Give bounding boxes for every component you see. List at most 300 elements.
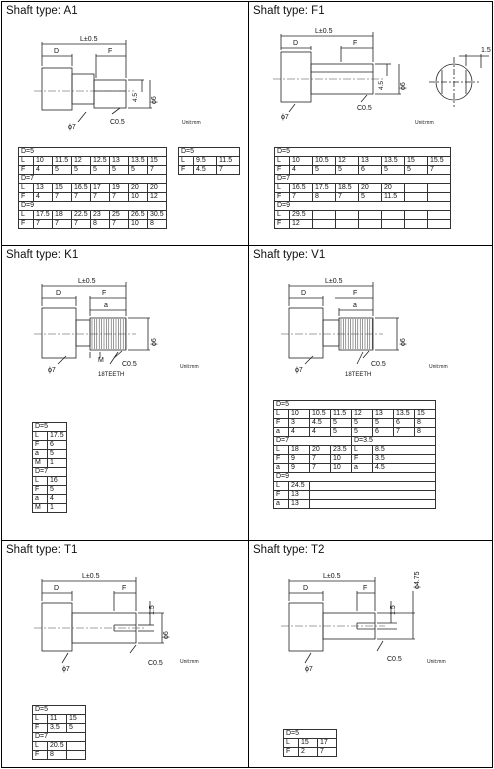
table-cell: 20 xyxy=(359,184,382,193)
row-label: F xyxy=(275,166,290,175)
table-cell: 5 xyxy=(110,166,129,175)
table-cell: 13 xyxy=(110,157,129,166)
row-label: L xyxy=(179,157,194,166)
table-cell: 7 xyxy=(34,220,53,229)
table-cell: 10 xyxy=(331,464,352,473)
table-row xyxy=(19,220,167,229)
dim-slot: 1.5 xyxy=(149,605,156,615)
table-cell: 5 xyxy=(72,166,91,175)
table-cell: 17.5 xyxy=(48,432,67,441)
row-label: F xyxy=(33,486,48,495)
table-cell xyxy=(67,742,86,751)
table-cell: 17 xyxy=(91,184,110,193)
table-cell: 5 xyxy=(359,193,382,202)
table-row xyxy=(274,455,436,464)
table-cell xyxy=(428,211,451,220)
row-label: a xyxy=(33,495,48,504)
dim-l: L±0.5 xyxy=(315,28,333,35)
dim-l: L±0.5 xyxy=(78,278,96,285)
table-row xyxy=(275,220,451,229)
table-cell: 17 xyxy=(318,739,337,748)
panel-title: Shaft type: T2 xyxy=(253,544,325,556)
row-label: L xyxy=(33,477,48,486)
dim-a: a xyxy=(104,302,108,309)
dim-d: D xyxy=(293,40,299,47)
table-cell: 6 xyxy=(359,166,382,175)
table-cell: 7 xyxy=(336,193,359,202)
table-row xyxy=(274,500,436,509)
dim-phi6: ϕ6 xyxy=(400,82,407,90)
table-section-header xyxy=(33,733,86,742)
row-label: F xyxy=(33,724,48,733)
table-cell: 20 xyxy=(148,184,167,193)
table-cell: 12 xyxy=(290,220,313,229)
row-label: F xyxy=(275,193,290,202)
section-label: D=5 xyxy=(179,148,240,157)
table-row xyxy=(274,419,436,428)
table-cell xyxy=(428,220,451,229)
row-label: L xyxy=(275,157,290,166)
table-cell: 10 xyxy=(129,193,148,202)
table-cell xyxy=(382,220,405,229)
dim-chamfer: C0.5 xyxy=(148,660,163,667)
spec-table xyxy=(274,147,451,229)
dim-chamfer: C0.5 xyxy=(110,119,125,126)
table-cell: 26.5 xyxy=(129,211,148,220)
table-cell: 5 xyxy=(91,166,110,175)
table-cell xyxy=(359,220,382,229)
table-cell: 1 xyxy=(48,504,67,513)
table-cell: 12 xyxy=(148,193,167,202)
table-row xyxy=(274,473,436,482)
table-cell: 8.5 xyxy=(373,446,436,455)
table-cell: 13 xyxy=(289,491,310,500)
dim-phi6: ϕ6 xyxy=(163,631,170,639)
table-cell: 11.5 xyxy=(217,157,240,166)
table-cell: 15 xyxy=(148,157,167,166)
table-section-header xyxy=(179,148,240,157)
teeth-label: 18TEETH xyxy=(98,372,125,378)
table-cell: 23.5 xyxy=(331,446,352,455)
table-cell: 20 xyxy=(129,184,148,193)
unit-label: Unit:mm xyxy=(180,659,199,665)
table-row xyxy=(19,184,167,193)
spec-table xyxy=(178,147,240,175)
table-row xyxy=(275,211,451,220)
section-label: D=7 xyxy=(275,175,451,184)
table-cell: 17.5 xyxy=(34,211,53,220)
dim-phi6: ϕ6 xyxy=(400,338,407,346)
table-cell: 15.5 xyxy=(428,157,451,166)
table-row xyxy=(179,166,240,175)
table-cell: 1 xyxy=(48,459,67,468)
table-cell: 20 xyxy=(310,446,331,455)
dim-phi7: ϕ7 xyxy=(68,124,76,131)
table-row xyxy=(19,166,167,175)
table-cell: 8 xyxy=(91,220,110,229)
table-section-header xyxy=(275,175,451,184)
table-cell: 7 xyxy=(72,220,91,229)
row-label: M xyxy=(33,504,48,513)
table-row xyxy=(274,446,436,455)
row-label: a xyxy=(274,464,289,473)
table-cell: 9 xyxy=(289,464,310,473)
panel-f1 xyxy=(249,2,494,245)
row-label: a xyxy=(352,464,373,473)
table-cell: 7 xyxy=(148,166,167,175)
panel-title: Shaft type: K1 xyxy=(6,249,79,261)
table-row xyxy=(33,432,67,441)
table-cell: 9 xyxy=(289,455,310,464)
table-cell: 13.5 xyxy=(394,410,415,419)
table-section-header xyxy=(19,175,167,184)
row-label: a xyxy=(274,500,289,509)
row-label: F xyxy=(352,455,373,464)
table-row xyxy=(275,184,451,193)
table-row xyxy=(33,724,86,733)
table-cell: 4 xyxy=(289,428,310,437)
table-cell: 7 xyxy=(110,220,129,229)
table-row xyxy=(275,157,451,166)
table-section-header xyxy=(33,706,86,715)
dim-f: F xyxy=(353,40,358,47)
dim-l: L±0.5 xyxy=(80,36,98,43)
table-cell: 15 xyxy=(405,157,428,166)
table-cell xyxy=(382,211,405,220)
row-label: F xyxy=(33,441,48,450)
table-cell: 3.5 xyxy=(373,455,436,464)
table-cell xyxy=(67,751,86,760)
table-cell xyxy=(310,491,436,500)
row-label: L xyxy=(19,211,34,220)
table-cell: 5 xyxy=(352,419,373,428)
table-cell: 10.5 xyxy=(313,157,336,166)
section-label: D=5 xyxy=(19,148,167,157)
panel-k1 xyxy=(2,246,247,540)
table-cell: 5 xyxy=(331,428,352,437)
section-label: D=7 xyxy=(33,733,86,742)
table-cell: 12 xyxy=(72,157,91,166)
table-cell xyxy=(405,184,428,193)
table-row xyxy=(274,410,436,419)
table-cell: 12.5 xyxy=(91,157,110,166)
table-cell: 5 xyxy=(313,166,336,175)
table-cell: 12 xyxy=(352,410,373,419)
row-label: a xyxy=(274,428,289,437)
unit-label: Unit:mm xyxy=(427,659,446,665)
table-cell xyxy=(336,211,359,220)
table-cell: 10 xyxy=(289,410,310,419)
table-cell: 30.5 xyxy=(148,211,167,220)
table-row xyxy=(284,739,337,748)
table-cell: 16 xyxy=(48,477,67,486)
table-cell: 4 xyxy=(290,166,313,175)
table-cell: 7 xyxy=(72,193,91,202)
dim-f: F xyxy=(363,585,368,592)
dim-phi7: ϕ7 xyxy=(48,367,56,374)
row-label: L xyxy=(19,157,34,166)
dim-d: D xyxy=(301,290,307,297)
table-section-header xyxy=(275,202,451,211)
dim-chamfer: C0.5 xyxy=(357,105,372,112)
table-cell: 8 xyxy=(415,419,436,428)
spec-table xyxy=(32,422,67,513)
dim-d: D xyxy=(303,585,309,592)
table-row xyxy=(274,464,436,473)
teeth-label: 18TEETH xyxy=(345,372,372,378)
unit-label: Unit:mm xyxy=(415,120,434,126)
table-cell: 11 xyxy=(48,715,67,724)
table-row xyxy=(179,157,240,166)
table-row xyxy=(33,742,86,751)
section-label: D=7 xyxy=(33,468,67,477)
table-cell: 18 xyxy=(53,211,72,220)
table-cell: 10.5 xyxy=(310,410,331,419)
section-label: D=9 xyxy=(275,202,451,211)
table-cell: 7 xyxy=(53,220,72,229)
row-label: F xyxy=(284,748,299,757)
row-label: L xyxy=(274,482,289,491)
dim-flat: 1.5 xyxy=(481,47,491,54)
dim-height: 4.5 xyxy=(132,92,139,102)
row-label: F xyxy=(19,220,34,229)
row-label: F xyxy=(275,220,290,229)
table-cell: 7 xyxy=(91,193,110,202)
table-cell: 7 xyxy=(310,464,331,473)
dim-chamfer: C0.5 xyxy=(387,656,402,663)
table-cell: 5 xyxy=(48,450,67,459)
dim-l: L±0.5 xyxy=(325,278,343,285)
table-row xyxy=(275,193,451,202)
table-cell xyxy=(405,220,428,229)
section-label: D=9 xyxy=(274,473,436,482)
panel-t2 xyxy=(249,541,494,767)
table-cell: 20.5 xyxy=(48,742,67,751)
row-label: F xyxy=(274,455,289,464)
table-row xyxy=(19,157,167,166)
dim-f: F xyxy=(102,290,107,297)
table-cell: 4.5 xyxy=(194,166,217,175)
table-cell: 6 xyxy=(373,428,394,437)
table-row xyxy=(33,715,86,724)
table-cell: 16.5 xyxy=(290,184,313,193)
table-row xyxy=(33,751,86,760)
table-row xyxy=(33,450,67,459)
table-cell: 15 xyxy=(67,715,86,724)
table-cell xyxy=(428,184,451,193)
row-label: L xyxy=(33,432,48,441)
row-label: L xyxy=(33,715,48,724)
table-cell: 22.5 xyxy=(72,211,91,220)
spec-table xyxy=(283,729,337,757)
table-cell xyxy=(313,211,336,220)
section-label: D=7 xyxy=(19,175,167,184)
table-section-header xyxy=(275,148,451,157)
table-row xyxy=(19,193,167,202)
table-cell: 15 xyxy=(53,184,72,193)
section-label: D=5 xyxy=(275,148,451,157)
row-label: M xyxy=(33,459,48,468)
table-cell: 8 xyxy=(148,220,167,229)
table-section-header xyxy=(19,202,167,211)
table-cell: 3 xyxy=(289,419,310,428)
table-cell: 8 xyxy=(415,428,436,437)
table-cell: 10 xyxy=(331,455,352,464)
table-row xyxy=(33,495,67,504)
section-label: D=9 xyxy=(19,202,167,211)
dim-a: a xyxy=(353,302,357,309)
unit-label: Unit:mm xyxy=(180,364,199,370)
table-cell xyxy=(310,500,436,509)
table-row xyxy=(274,491,436,500)
table-cell xyxy=(336,220,359,229)
spec-table xyxy=(273,400,436,509)
table-cell xyxy=(428,193,451,202)
table-cell: 7 xyxy=(310,455,331,464)
dim-phi6: ϕ6 xyxy=(151,96,158,104)
table-cell: 18.5 xyxy=(336,184,359,193)
row-label: F xyxy=(19,193,34,202)
shaft-spec-sheet xyxy=(1,1,493,768)
table-cell: 11.5 xyxy=(382,193,405,202)
dim-f: F xyxy=(122,585,127,592)
table-cell: 10 xyxy=(34,157,53,166)
dim-slot: 1.5 xyxy=(390,605,397,615)
table-cell: 10 xyxy=(290,157,313,166)
section-label: D=3.5 xyxy=(352,437,436,446)
dim-d: D xyxy=(54,585,60,592)
panel-title: Shaft type: T1 xyxy=(6,544,78,556)
table-section-header xyxy=(19,148,167,157)
dim-m: M xyxy=(98,357,104,364)
table-cell: 6 xyxy=(48,441,67,450)
table-cell: 12 xyxy=(336,157,359,166)
table-row xyxy=(274,401,436,410)
table-cell: 23 xyxy=(91,211,110,220)
row-label: L xyxy=(19,184,34,193)
table-cell: 8 xyxy=(313,193,336,202)
table-cell: 4 xyxy=(310,428,331,437)
table-cell: 5 xyxy=(352,428,373,437)
row-label: F xyxy=(179,166,194,175)
panel-v1 xyxy=(249,246,494,540)
dim-phi7: ϕ7 xyxy=(295,367,303,374)
section-label: D=7 xyxy=(274,437,352,446)
table-cell: 13.5 xyxy=(129,157,148,166)
table-row xyxy=(33,486,67,495)
table-cell: 10 xyxy=(129,220,148,229)
panel-title: Shaft type: A1 xyxy=(6,5,78,17)
dim-phi6: ϕ6 xyxy=(151,338,158,346)
table-cell: 5 xyxy=(331,419,352,428)
spec-table xyxy=(18,147,167,229)
table-cell: 24.5 xyxy=(289,482,310,491)
table-cell: 4 xyxy=(48,495,67,504)
table-cell: 8 xyxy=(48,751,67,760)
unit-label: Unit:mm xyxy=(182,120,201,126)
row-label: F xyxy=(274,419,289,428)
table-cell: 6 xyxy=(394,419,415,428)
table-cell: 7 xyxy=(290,193,313,202)
table-cell: 16.5 xyxy=(72,184,91,193)
panel-title: Shaft type: F1 xyxy=(253,5,325,17)
spec-table xyxy=(32,705,86,760)
table-cell: 13.5 xyxy=(382,157,405,166)
dim-l: L±0.5 xyxy=(82,573,100,580)
table-cell: 7 xyxy=(318,748,337,757)
table-row xyxy=(33,441,67,450)
table-cell: 5 xyxy=(129,166,148,175)
table-cell: 17.5 xyxy=(313,184,336,193)
row-label: a xyxy=(33,450,48,459)
table-row xyxy=(33,459,67,468)
table-cell: 13 xyxy=(289,500,310,509)
section-label: D=5 xyxy=(33,706,86,715)
dim-chamfer: C0.5 xyxy=(122,361,137,368)
unit-label: Unit:mm xyxy=(429,364,448,370)
table-cell: 5 xyxy=(336,166,359,175)
table-cell: 3.5 xyxy=(48,724,67,733)
table-cell xyxy=(359,211,382,220)
table-row xyxy=(274,437,436,446)
row-label: F xyxy=(274,491,289,500)
table-cell: 5 xyxy=(405,166,428,175)
table-row xyxy=(284,748,337,757)
panel-a1 xyxy=(2,2,247,245)
table-cell: 7 xyxy=(394,428,415,437)
row-label: L xyxy=(275,211,290,220)
table-cell: 20 xyxy=(382,184,405,193)
table-cell: 2 xyxy=(299,748,318,757)
table-cell: 29.5 xyxy=(290,211,313,220)
dim-d: D xyxy=(56,290,62,297)
table-cell: 13 xyxy=(373,410,394,419)
dim-l: L±0.5 xyxy=(323,573,341,580)
table-section-header xyxy=(33,423,67,432)
table-cell: 18 xyxy=(289,446,310,455)
table-cell: 4.5 xyxy=(310,419,331,428)
table-cell: 4 xyxy=(34,166,53,175)
table-cell: 4 xyxy=(34,193,53,202)
panel-title: Shaft type: V1 xyxy=(253,249,326,261)
table-cell: 5 xyxy=(373,419,394,428)
table-cell: 11.5 xyxy=(331,410,352,419)
table-cell: 7 xyxy=(217,166,240,175)
table-cell xyxy=(405,193,428,202)
table-row xyxy=(274,482,436,491)
table-cell: 5 xyxy=(48,486,67,495)
dim-d: D xyxy=(54,48,60,55)
table-cell: 5 xyxy=(382,166,405,175)
table-cell: 15 xyxy=(415,410,436,419)
dim-phi7: ϕ7 xyxy=(62,666,70,673)
section-label: D=5 xyxy=(33,423,67,432)
table-cell: 5 xyxy=(67,724,86,733)
table-row xyxy=(19,211,167,220)
table-cell: 4.5 xyxy=(373,464,436,473)
dim-chamfer: C0.5 xyxy=(371,361,386,368)
table-row xyxy=(275,166,451,175)
dim-height: 4.5 xyxy=(378,80,385,90)
table-cell xyxy=(313,220,336,229)
dim-phi7: ϕ7 xyxy=(281,114,289,121)
row-label: F xyxy=(33,751,48,760)
row-label: F xyxy=(19,166,34,175)
table-section-header xyxy=(33,468,67,477)
panel-t1 xyxy=(2,541,247,767)
table-cell: 13 xyxy=(34,184,53,193)
dim-phi7: ϕ7 xyxy=(305,666,313,673)
